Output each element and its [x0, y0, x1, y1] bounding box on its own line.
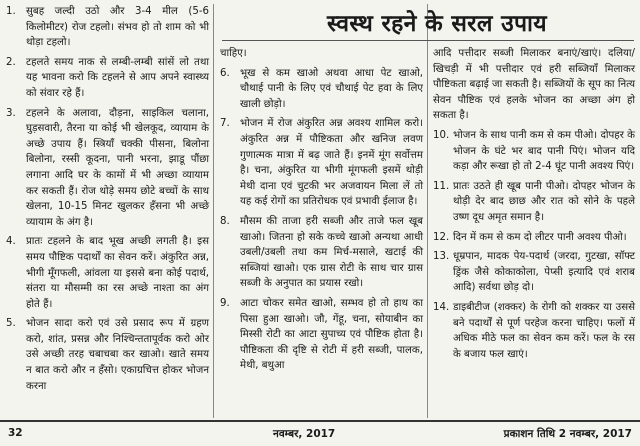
item-number: 8.	[220, 215, 230, 227]
item-text: डाइबीटीज (शक्कर) के रोगी को शक्कर या उससे बने पदार्थों से पूर्ण परहेज करना चाहिए। फलों में अधिक मीठे फल का सेवन कम करें। फल के रस के बजाय फल खाएं।	[453, 301, 635, 360]
item-text: प्रातः उठते ही खूब पानी पीओ। दोपहर भोजन के थोड़ी देर बाद छाछ और रात को सोने के पहले उष्ण दूध अमृत समान है।	[453, 180, 635, 223]
list-item	[433, 249, 635, 296]
item-number: 3.	[6, 107, 16, 119]
list-item	[433, 128, 635, 175]
item-text: मौसम की ताजा हरी सब्जी और ताजे फल खूब खाओ। जितना हो सके कच्चे खाओ अन्यथा आधी उबली/उबली तथा कम मिर्च-मसाले, खटाई की सब्जियां खाओ। एक ग्रास रोटी के साथ चार ग्रास सब्जी के अनुपात का प्रयास रखो।	[240, 215, 423, 290]
item-number: 10.	[433, 129, 450, 141]
item-text: आटा चोकर समेत खाओ, सम्भव हो तो हाथ का पिसा हुआ खाओ। जौ, गेंहू, चना, सोयाबीन का मिस्सी रोटी का आटा सुपाच्य एवं पौष्टिक होता है। पौष्टिकता की दृष्टि से रोटी में हरी सब्जी, पालक, मेथी, बथुआ	[240, 297, 423, 372]
list-item	[6, 4, 209, 51]
heading-divider	[222, 40, 634, 41]
page-number: 32	[8, 427, 23, 439]
list-item	[6, 55, 209, 102]
footer-rule	[0, 420, 640, 422]
item-text: भोजन सादा करो एवं उसे प्रसाद रूप में ग्रहण करो, शांत, प्रसन्न और निश्चिन्ततापूर्वक करो ओर उसे अच्छी तरह चबाचबा कर खाओ। खाते समय न बात करो और न हँसो। एकाग्रचित्त होकर भोजन करना	[26, 318, 209, 392]
item-text: धूम्रपान, मादक पेय-पदार्थ (जरदा, गुटखा, सॉफ्ट ड्रिंक जैसे कोकाकोला, पेप्सी इत्यादि एवं शराब आदि) सर्वथा छोड़ दो।	[453, 251, 635, 294]
list-item	[6, 106, 209, 231]
list-item	[6, 234, 209, 312]
list-item	[220, 214, 423, 292]
publication-date: प्रकाशन तिथि 2 नवम्बर, 2017	[503, 428, 632, 440]
item-text: भूख से कम खाओ अथवा आधा पेट खाओ, चौथाई पानी के लिए एवं चौथाई पेट हवा के लिए खाली छोड़ो।	[240, 67, 423, 110]
list-item	[433, 230, 635, 246]
item-number: 4.	[6, 236, 16, 248]
list-item	[433, 179, 635, 226]
item-text: टहलते समय नाक से लम्बी-लम्बी सांसें लो तथा यह भावना करो कि टहलने से आप अपने स्वास्थ्य को संवार रहे हैं।	[26, 56, 209, 99]
item-number: 5.	[6, 318, 16, 330]
column-2	[220, 46, 423, 378]
item-number: 7.	[220, 118, 230, 130]
column-3	[433, 46, 635, 366]
item-number: 2.	[6, 56, 16, 68]
item-text: दिन में कम से कम दो लीटर पानी अवश्य पीओ।	[453, 231, 627, 243]
list-item	[6, 316, 209, 394]
item-number: 13.	[433, 251, 450, 263]
item-number: 12.	[433, 231, 450, 243]
item-number: 11.	[433, 180, 450, 192]
continued-text: आदि पत्तीदार सब्जी मिलाकर बनाएं/खाएं। दलिया/खिचड़ी में भी पत्तीदार एवं हरी सब्जियाँ मिलाकर पौष्टिकता बढ़ाई जा सकती है। सब्जियों के सूप का नित्य सेवन पौष्टिक एवं हलके भोजन का अच्छा अंग हो सकता है।	[433, 48, 635, 122]
item-number: 6.	[220, 67, 230, 79]
item-number: 9.	[220, 297, 230, 309]
column-divider	[427, 4, 428, 418]
item-text: प्रातः टहलने के बाद भूख अच्छी लगती है। इस समय पौष्टिक पदार्थों का सेवन करें। अंकुरित अन्न, भीगी मूँगफली, आंवला या इससे बना कोई पदार्थ, संतरा या मौसम्मी का रस अच्छे नाश्ता का अंग होते हैं।	[26, 236, 209, 310]
continued-text: चाहिए।	[220, 48, 247, 59]
list-item	[220, 296, 423, 374]
article-heading: स्वस्थ रहने के सरल उपाय	[327, 10, 547, 37]
column-divider	[213, 4, 214, 418]
item-text: सुबह जल्दी उठो और 3-4 मील (5-6 किलोमीटर) रोज टहलो। संभव हो तो शाम को भी थोड़ा टहलो।	[26, 6, 209, 49]
item-text: भोजन के साथ पानी कम से कम पीओ। दोपहर के भोजन के घंटे भर बाद पानी पिएं। भोजन यदि कड़ा और रूखा हो तो 2-4 घूंट पानी अवश्य पिएं।	[453, 129, 635, 173]
list-item	[220, 116, 423, 210]
issue-month: नवम्बर, 2017	[273, 428, 336, 440]
item-text: टहलने के अलावा, दौड़ना, साइकिल चलाना, घुड़सवारी, तैरना या कोई भी खेलकूद, व्यायाम के अच्छे उपाय हैं। स्त्रियाँ चक्की पीसना, बिलोना बिलोना, रस्सी कूदना, पानी भरना, झाडू पौंछा लगाना आदि घर के कामों में भी अच्छा व्यायाम कर सकती हैं। रोज थोड़े समय छोटे बच्चों के साथ खेलना, 10-15 मिनट खुलकर हँसना भी अच्छे व्यायाम के अंग है।	[26, 107, 209, 228]
list-item	[220, 66, 423, 113]
item-text: भोजन में रोज अंकुरित अन्न अवश्य शामिल करो। अंकुरित अन्न में पौष्टिकता और खनिज लवण गुणात्मक मात्रा में बढ़ जाते हैं। इनमें मूंग सर्वोत्तम है। चना, अंकुरित या भीगी मूंगफली इसमें थोड़ी मेथी दाना एवं चुटकी भर अजवायन मिला लें तो यह कई रोगों का प्रतिरोधक एवं प्रभावी ईलाज है।	[240, 118, 423, 208]
column-1	[6, 4, 209, 398]
item-number: 1.	[6, 6, 16, 17]
list-item	[433, 300, 635, 362]
item-number: 14.	[433, 301, 450, 313]
